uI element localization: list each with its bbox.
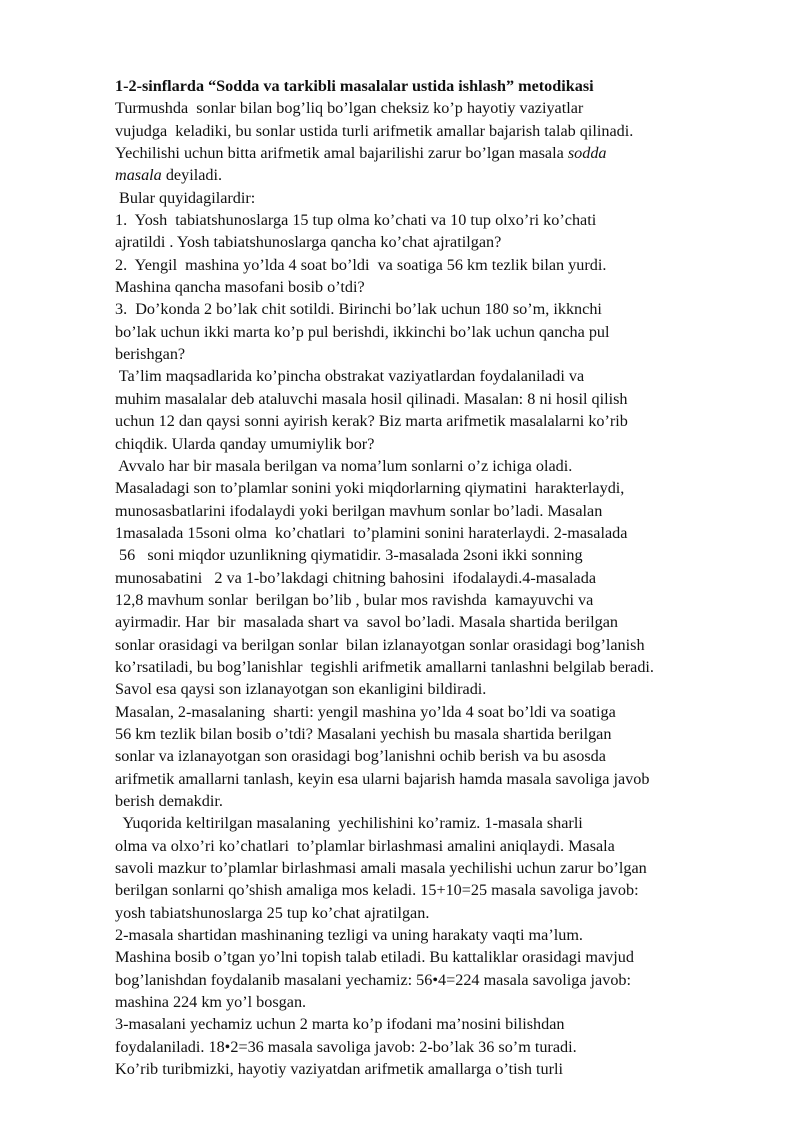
text-line <box>115 142 745 164</box>
text-line: muhim masalalar deb ataluvchi masala hosil qilinadi. Masalan: 8 ni hosil qilish <box>115 389 628 408</box>
text-line: Ko’rib turibmizki, hayotiy vaziyatdan arifmetik amallarga o’tish turli <box>115 1060 564 1079</box>
document-title: 1-2-sinflarda “Sodda va tarkibli masalalar ustida ishlash” metodikasi <box>115 77 594 95</box>
text-line: foydalaniladi. 18•2=36 masala savoliga javob: 2-bo’lak 36 so’m turadi. <box>115 1037 577 1056</box>
text-line: berish demakdir. <box>115 792 223 810</box>
text-line: 2. Yengil mashina yo’lda 4 soat bo’ldi va soatiga 56 km tezlik bilan yurdi. <box>115 255 607 274</box>
text-line: sonlar va izlanayotgan son orasidagi bog’lanishni ochib berish va bu asosda <box>115 747 606 766</box>
text-line: bo’lak uchun ikki marta ko’p pul berishdi, ikkinchi bo’lak uchun qancha pul <box>115 322 610 341</box>
text-line: Yuqorida keltirilgan masalaning yechilishini ko’ramiz. 1-masala sharli <box>115 814 583 833</box>
text-line <box>115 164 745 186</box>
text-line: olma va olxo’ri ko’chatlari to’plamlar birlashmasi amalini aniqlaydi. Masala <box>115 836 615 855</box>
text-line: munosasbatlarini ifodalaydi yoki berilgan mavhum sonlar bo’ladi. Masalan <box>115 501 603 520</box>
text-line: ayirmadir. Har bir masalada shart va savol bo’ladi. Masala shartida berilgan <box>115 613 618 632</box>
text-line: munosabatini 2 va 1-bo’lakdagi chitning bahosini ifodalaydi.4-masalada <box>115 568 597 587</box>
italic-term: masala <box>115 166 162 185</box>
text-line: berishgan? <box>115 345 186 364</box>
text-line: sonlar orasidagi va berilgan sonlar bilan izlanayotgan sonlar orasidagi bog’lanish <box>115 635 645 654</box>
text-line: Mashina qancha masofani bosib o’tdi? <box>115 278 365 297</box>
text-line: Savol esa qaysi son izlanayotgan son ekanligini bildiradi. <box>115 680 487 699</box>
text-line: 1. Yosh tabiatshunoslarga 15 tup olma ko’chati va 10 tup olxo’ri ko’chati <box>115 211 597 230</box>
text-segment: Yechilishi uchun bitta arifmetik amal bajarilishi zarur bo’lgan masala <box>115 144 568 163</box>
text-line: 56 soni miqdor uzunlikning qiymatidir. 3-masalada 2soni ikki sonning <box>115 546 583 565</box>
text-line: uchun 12 dan qaysi sonni ayirish kerak? Biz marta arifmetik masalalarni ko’rib <box>115 412 628 431</box>
text-line: ajratildi . Yosh tabiatshunoslarga qancha ko’chat ajratilgan? <box>115 233 502 252</box>
text-line: Avvalo har bir masala berilgan va noma’lum sonlarni o’z ichiga oladi. <box>115 456 573 475</box>
document-page <box>115 75 745 1080</box>
text-line: ko’rsatiladi, bu bog’lanishlar tegishli arifmetik amallarni tanlashni belgilab beradi. <box>115 657 654 676</box>
text-line: Turmushda sonlar bilan bog’liq bo’lgan cheksiz ko’p hayotiy vaziyatlar <box>115 99 584 118</box>
text-line: 3. Do’konda 2 bo’lak chit sotildi. Birinchi bo’lak uchun 180 so’m, ikknchi <box>115 300 602 319</box>
text-line: arifmetik amallarni tanlash, keyin esa ularni bajarish hamda masala savoliga javob <box>115 769 650 788</box>
text-line: Mashina bosib o’tgan yo’lni topish talab etiladi. Bu kattaliklar orasidagi mavjud <box>115 948 634 967</box>
text-segment: deyiladi. <box>161 166 223 185</box>
text-line: Masaladagi son to’plamlar sonini yoki miqdorlarning qiymatini harakterlaydi, <box>115 479 625 498</box>
text-line: chiqdik. Ularda qanday umumiylik bor? <box>115 434 375 453</box>
text-line: Masalan, 2-masalaning sharti: yengil mashina yo’lda 4 soat bo’ldi va soatiga <box>115 702 616 721</box>
text-line: bog’lanishdan foydalanib masalani yechamiz: 56•4=224 masala savoliga javob: <box>115 970 632 989</box>
text-line: savoli mazkur to’plamlar birlashmasi amali masala yechilishi uchun zarur bo’lgan <box>115 859 647 878</box>
text-line: Ta’lim maqsadlarida ko’pincha obstrakat vaziyatlardan foydalaniladi va <box>115 367 585 386</box>
text-line: vujudga keladiki, bu sonlar ustida turli arifmetik amallar bajarish talab qilinadi. <box>115 121 634 140</box>
text-line: berilgan sonlarni qo’shish amaliga mos keladi. 15+10=25 masala savoliga javob: <box>115 881 639 900</box>
text-line: 1masalada 15soni olma ko’chatlari to’plamini sonini harаterlaydi. 2-masalada <box>115 523 628 542</box>
text-line: mashina 224 km yo’l bosgan. <box>115 993 307 1012</box>
text-line: yosh tabiatshunoslarga 25 tup ko’chat ajratilgan. <box>115 903 430 922</box>
text-line: 2-masala shartidan mashinaning tezligi va uning harakaty vaqti ma’lum. <box>115 926 583 945</box>
text-line: 56 km tezlik bilan bosib o’tdi? Masalani yechish bu masala shartida berilgan <box>115 724 612 743</box>
italic-term: sodda <box>567 144 607 163</box>
text-line: 3-masalani yechamiz uchun 2 marta ko’p ifodani ma’nosini bilishdan <box>115 1015 565 1034</box>
text-line: 12,8 mavhum sonlar berilgan bo’lib , bular mos ravishda kamayuvchi va <box>115 590 594 609</box>
text-line: Bular quyidagilardir: <box>115 188 256 207</box>
